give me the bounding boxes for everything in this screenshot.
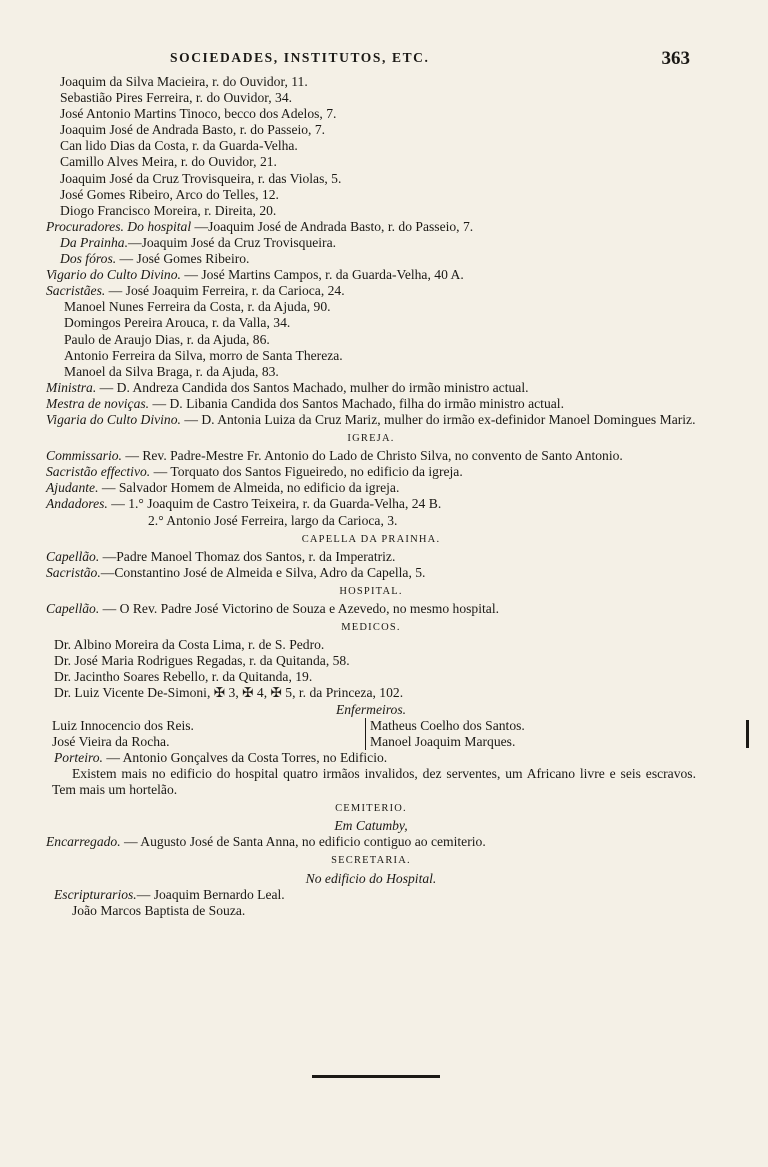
cemiterio-subheading: Em Catumby, (334, 818, 408, 834)
procuradores-entry: Procuradores. Do hospital —Joaquim José de Andrada Basto, r. do Passeio, 7. (46, 218, 474, 234)
mestra-entry: Mestra de noviças. — D. Libania Candida dos Santos Machado, filha do irmão ministro actual. (46, 395, 564, 411)
section-heading-igreja: IGREJA. (347, 433, 395, 445)
page-number: 363 (661, 48, 690, 69)
capellao-prainha-entry: Capellão. —Padre Manoel Thomaz dos Santos, r. da Imperatriz. (46, 548, 396, 564)
andadores-entry: Andadores. — 1.° Joaquim de Castro Teixeira, r. da Guarda-Velha, 24 B. (46, 496, 442, 512)
page-body (46, 74, 696, 919)
section-heading-medicos: MEDICOS. (341, 622, 401, 634)
list-item: Domingos Pereira Arouca, r. da Valla, 34. (64, 315, 291, 331)
porteiro-entry: Porteiro. — Antonio Gonçalves da Costa Torres, no Edificio. (54, 749, 388, 765)
list-item: Sebastião Pires Ferreira, r. do Ouvidor, 34. (60, 90, 293, 106)
section-heading-enfermeiros: Enfermeiros. (335, 701, 407, 717)
list-item: Manoel Nunes Ferreira da Costa, r. da Ajuda, 90. (64, 299, 331, 315)
list-item: Dr. José Maria Rodrigues Regadas, r. da Quitanda, 58. (54, 653, 350, 669)
sacristao-effectivo-entry: Sacristão effectivo. — Torquato dos Santos Figueiredo, no edificio da igreja. (46, 464, 463, 480)
list-item: Dr. Albino Moreira da Costa Lima, r. de S. Pedro. (54, 637, 325, 653)
prainha-entry: Da Prainha.—Joaquim José da Cruz Trovisqueira. (60, 234, 337, 250)
list-item: Dr. Luiz Vicente De-Simoni, ✠ 3, ✠ 4, ✠ 5, r. da Princeza, 102. (54, 685, 404, 701)
foros-entry: Dos fóros. — José Gomes Ribeiro. (60, 251, 250, 267)
porteiro-paragraph: Existem mais no edificio do hospital quatro irmãos invalidos, dez serventes, um Africano livre e seis escravos. Tem mais um hortelão. (52, 765, 696, 798)
list-item: Luiz Innocencio dos Reis. (52, 717, 194, 733)
encarregado-entry: Encarregado. — Augusto José de Santa Anna, no edificio contiguo ao cemiterio. (46, 834, 486, 850)
vigaria-entry: Vigaria do Culto Divino. — D. Antonia Luiza da Cruz Mariz, mulher do irmão ex-definidor Manoel Domingues Mariz. (46, 411, 696, 427)
list-item: Dr. Jacintho Soares Rebello, r. da Quitanda, 19. (54, 669, 313, 685)
list-item: Camillo Alves Meira, r. do Ouvidor, 21. (60, 154, 277, 170)
enfermeiros-right (365, 718, 525, 750)
header-title: SOCIEDADES, INSTITUTOS, ETC. (170, 50, 430, 65)
list-item: Manoel da Silva Braga, r. da Ajuda, 83. (64, 363, 279, 379)
list-item: Joaquim José de Andrada Basto, r. do Passeio, 7. (60, 122, 326, 138)
list-item: Matheus Coelho dos Santos. (370, 717, 525, 733)
enfermeiros-left (46, 718, 365, 750)
margin-mark (746, 720, 749, 748)
list-item: José Antonio Martins Tinoco, becco dos Adelos, 7. (60, 106, 337, 122)
list-item: Paulo de Araujo Dias, r. da Ajuda, 86. (64, 331, 270, 347)
enfermeiros-columns (46, 718, 696, 750)
member-list (46, 74, 696, 219)
list-item: Joaquim José da Cruz Trovisqueira, r. das Violas, 5. (60, 170, 342, 186)
end-rule (312, 1075, 440, 1078)
section-heading-cemiterio: CEMITERIO. (335, 803, 407, 815)
ministra-entry: Ministra. — D. Andreza Candida dos Santos Machado, mulher do irmão ministro actual. (46, 379, 529, 395)
list-item: Joaquim da Silva Macieira, r. do Ouvidor, 11. (60, 74, 308, 89)
list-item: Can lido Dias da Costa, r. da Guarda-Velha. (60, 138, 298, 154)
secretaria-subheading: No edificio do Hospital. (305, 870, 437, 886)
vigario-entry: Vigario do Culto Divino. — José Martins Campos, r. da Guarda-Velha, 40 A. (46, 267, 464, 283)
list-item: Antonio Ferreira da Silva, morro de Santa Thereza. (64, 347, 343, 363)
list-item: João Marcos Baptista de Souza. (72, 902, 246, 918)
capellao-hospital-entry: Capellão. — O Rev. Padre José Victorino de Souza e Azevedo, no mesmo hospital. (46, 601, 499, 616)
list-item: José Vieira da Rocha. (52, 733, 170, 749)
sacristaes-entry: Sacristães. — José Joaquim Ferreira, r. da Carioca, 24. (46, 283, 345, 299)
list-item: Diogo Francisco Moreira, r. Direita, 20. (60, 202, 277, 218)
list-item: Manoel Joaquim Marques. (370, 733, 516, 749)
andadores-second: 2.° Antonio José Ferreira, largo da Carioca, 3. (148, 512, 398, 528)
list-item: José Gomes Ribeiro, Arco do Telles, 12. (60, 186, 279, 202)
commissario-entry: Commissario. — Rev. Padre-Mestre Fr. Antonio do Lado de Christo Silva, no convento de Santo Antonio. (46, 448, 623, 464)
section-heading-hospital: HOSPITAL. (339, 585, 403, 597)
sacristao-prainha-entry: Sacristão.—Constantino José de Almeida e Silva, Adro da Capella, 5. (46, 564, 426, 580)
section-heading-secretaria: SECRETARIA. (331, 855, 411, 867)
section-heading-capella: CAPELLA DA PRAINHA. (301, 533, 441, 545)
escripturarios-entry: Escripturarios.— Joaquim Bernardo Leal. (54, 886, 285, 902)
ajudante-entry: Ajudante. — Salvador Homem de Almeida, no edificio da igreja. (46, 480, 400, 496)
page-header (170, 48, 690, 70)
